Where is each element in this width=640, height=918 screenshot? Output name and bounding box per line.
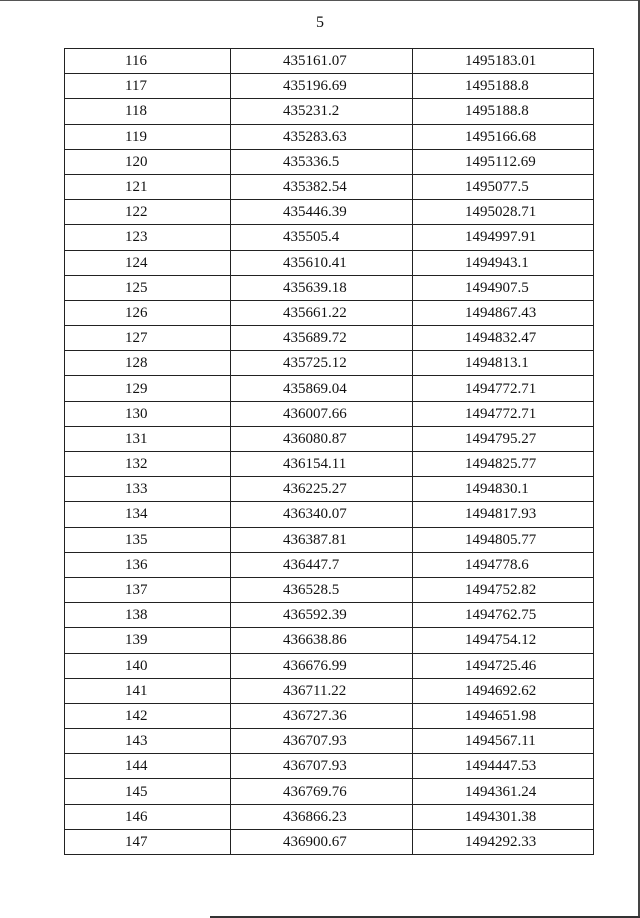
y-coordinate-cell: 1494754.12 [413, 628, 594, 653]
point-number-cell: 131 [65, 426, 231, 451]
y-coordinate-cell: 1495183.01 [413, 49, 594, 74]
x-coordinate-cell: 435505.4 [231, 225, 413, 250]
point-number-cell: 119 [65, 124, 231, 149]
point-number-cell: 134 [65, 502, 231, 527]
table-row [65, 326, 594, 351]
point-number-cell: 124 [65, 250, 231, 275]
point-number-cell: 140 [65, 653, 231, 678]
x-coordinate-cell: 436592.39 [231, 603, 413, 628]
table-row [65, 577, 594, 602]
point-number-cell: 117 [65, 74, 231, 99]
point-number-cell: 122 [65, 200, 231, 225]
point-number-cell: 125 [65, 275, 231, 300]
table-row [65, 754, 594, 779]
y-coordinate-cell: 1494997.91 [413, 225, 594, 250]
x-coordinate-cell: 436340.07 [231, 502, 413, 527]
point-number-cell: 129 [65, 376, 231, 401]
point-number-cell: 132 [65, 452, 231, 477]
y-coordinate-cell: 1494795.27 [413, 426, 594, 451]
table-row [65, 74, 594, 99]
x-coordinate-cell: 436154.11 [231, 452, 413, 477]
x-coordinate-cell: 436080.87 [231, 426, 413, 451]
table-row [65, 99, 594, 124]
table-row [65, 603, 594, 628]
table-row [65, 174, 594, 199]
y-coordinate-cell: 1494805.77 [413, 527, 594, 552]
point-number-cell: 130 [65, 401, 231, 426]
coordinates-table [64, 48, 594, 855]
x-coordinate-cell: 436638.86 [231, 628, 413, 653]
y-coordinate-cell: 1495188.8 [413, 74, 594, 99]
y-coordinate-cell: 1494832.47 [413, 326, 594, 351]
y-coordinate-cell: 1494692.62 [413, 678, 594, 703]
point-number-cell: 127 [65, 326, 231, 351]
y-coordinate-cell: 1494772.71 [413, 401, 594, 426]
table-row [65, 376, 594, 401]
x-coordinate-cell: 435689.72 [231, 326, 413, 351]
table-row [65, 351, 594, 376]
x-coordinate-cell: 436447.7 [231, 552, 413, 577]
point-number-cell: 142 [65, 703, 231, 728]
x-coordinate-cell: 435639.18 [231, 275, 413, 300]
x-coordinate-cell: 435869.04 [231, 376, 413, 401]
y-coordinate-cell: 1494830.1 [413, 477, 594, 502]
table-row [65, 703, 594, 728]
y-coordinate-cell: 1494772.71 [413, 376, 594, 401]
y-coordinate-cell: 1494292.33 [413, 829, 594, 854]
table-row [65, 49, 594, 74]
point-number-cell: 126 [65, 300, 231, 325]
y-coordinate-cell: 1495077.5 [413, 174, 594, 199]
table-row [65, 502, 594, 527]
x-coordinate-cell: 435610.41 [231, 250, 413, 275]
x-coordinate-cell: 435382.54 [231, 174, 413, 199]
point-number-cell: 121 [65, 174, 231, 199]
x-coordinate-cell: 436707.93 [231, 729, 413, 754]
point-number-cell: 118 [65, 99, 231, 124]
y-coordinate-cell: 1494752.82 [413, 577, 594, 602]
point-number-cell: 116 [65, 49, 231, 74]
x-coordinate-cell: 435196.69 [231, 74, 413, 99]
y-coordinate-cell: 1494907.5 [413, 275, 594, 300]
table-row [65, 729, 594, 754]
x-coordinate-cell: 435446.39 [231, 200, 413, 225]
x-coordinate-cell: 436387.81 [231, 527, 413, 552]
x-coordinate-cell: 436900.67 [231, 829, 413, 854]
table-row [65, 779, 594, 804]
y-coordinate-cell: 1495166.68 [413, 124, 594, 149]
point-number-cell: 144 [65, 754, 231, 779]
y-coordinate-cell: 1494725.46 [413, 653, 594, 678]
x-coordinate-cell: 436727.36 [231, 703, 413, 728]
y-coordinate-cell: 1495112.69 [413, 149, 594, 174]
table-row [65, 804, 594, 829]
point-number-cell: 120 [65, 149, 231, 174]
x-coordinate-cell: 436676.99 [231, 653, 413, 678]
y-coordinate-cell: 1494651.98 [413, 703, 594, 728]
scan-edge-top [0, 0, 640, 1]
point-number-cell: 123 [65, 225, 231, 250]
y-coordinate-cell: 1494943.1 [413, 250, 594, 275]
y-coordinate-cell: 1494817.93 [413, 502, 594, 527]
table-row [65, 829, 594, 854]
x-coordinate-cell: 435725.12 [231, 351, 413, 376]
point-number-cell: 138 [65, 603, 231, 628]
x-coordinate-cell: 435231.2 [231, 99, 413, 124]
point-number-cell: 147 [65, 829, 231, 854]
table-row [65, 200, 594, 225]
y-coordinate-cell: 1494447.53 [413, 754, 594, 779]
point-number-cell: 145 [65, 779, 231, 804]
table-row [65, 124, 594, 149]
y-coordinate-cell: 1494825.77 [413, 452, 594, 477]
x-coordinate-cell: 436707.93 [231, 754, 413, 779]
y-coordinate-cell: 1495188.8 [413, 99, 594, 124]
table-row [65, 477, 594, 502]
y-coordinate-cell: 1494778.6 [413, 552, 594, 577]
y-coordinate-cell: 1494567.11 [413, 729, 594, 754]
x-coordinate-cell: 435283.63 [231, 124, 413, 149]
point-number-cell: 128 [65, 351, 231, 376]
table-row [65, 225, 594, 250]
y-coordinate-cell: 1494361.24 [413, 779, 594, 804]
table-row [65, 678, 594, 703]
table-row [65, 527, 594, 552]
y-coordinate-cell: 1494867.43 [413, 300, 594, 325]
table-row [65, 149, 594, 174]
table-row [65, 653, 594, 678]
y-coordinate-cell: 1494762.75 [413, 603, 594, 628]
x-coordinate-cell: 436225.27 [231, 477, 413, 502]
x-coordinate-cell: 435336.5 [231, 149, 413, 174]
point-number-cell: 133 [65, 477, 231, 502]
table-row [65, 426, 594, 451]
point-number-cell: 146 [65, 804, 231, 829]
y-coordinate-cell: 1494813.1 [413, 351, 594, 376]
table-row [65, 275, 594, 300]
x-coordinate-cell: 435661.22 [231, 300, 413, 325]
table-row [65, 552, 594, 577]
x-coordinate-cell: 436866.23 [231, 804, 413, 829]
point-number-cell: 137 [65, 577, 231, 602]
y-coordinate-cell: 1494301.38 [413, 804, 594, 829]
x-coordinate-cell: 436769.76 [231, 779, 413, 804]
x-coordinate-cell: 436007.66 [231, 401, 413, 426]
table-row [65, 628, 594, 653]
x-coordinate-cell: 436528.5 [231, 577, 413, 602]
coordinates-table-body [65, 49, 594, 855]
point-number-cell: 141 [65, 678, 231, 703]
table-row [65, 300, 594, 325]
x-coordinate-cell: 435161.07 [231, 49, 413, 74]
table-row [65, 401, 594, 426]
point-number-cell: 143 [65, 729, 231, 754]
y-coordinate-cell: 1495028.71 [413, 200, 594, 225]
coordinates-table-container [64, 48, 593, 855]
table-row [65, 452, 594, 477]
point-number-cell: 135 [65, 527, 231, 552]
x-coordinate-cell: 436711.22 [231, 678, 413, 703]
point-number-cell: 139 [65, 628, 231, 653]
page-number: 5 [316, 14, 324, 31]
point-number-cell: 136 [65, 552, 231, 577]
table-row [65, 250, 594, 275]
